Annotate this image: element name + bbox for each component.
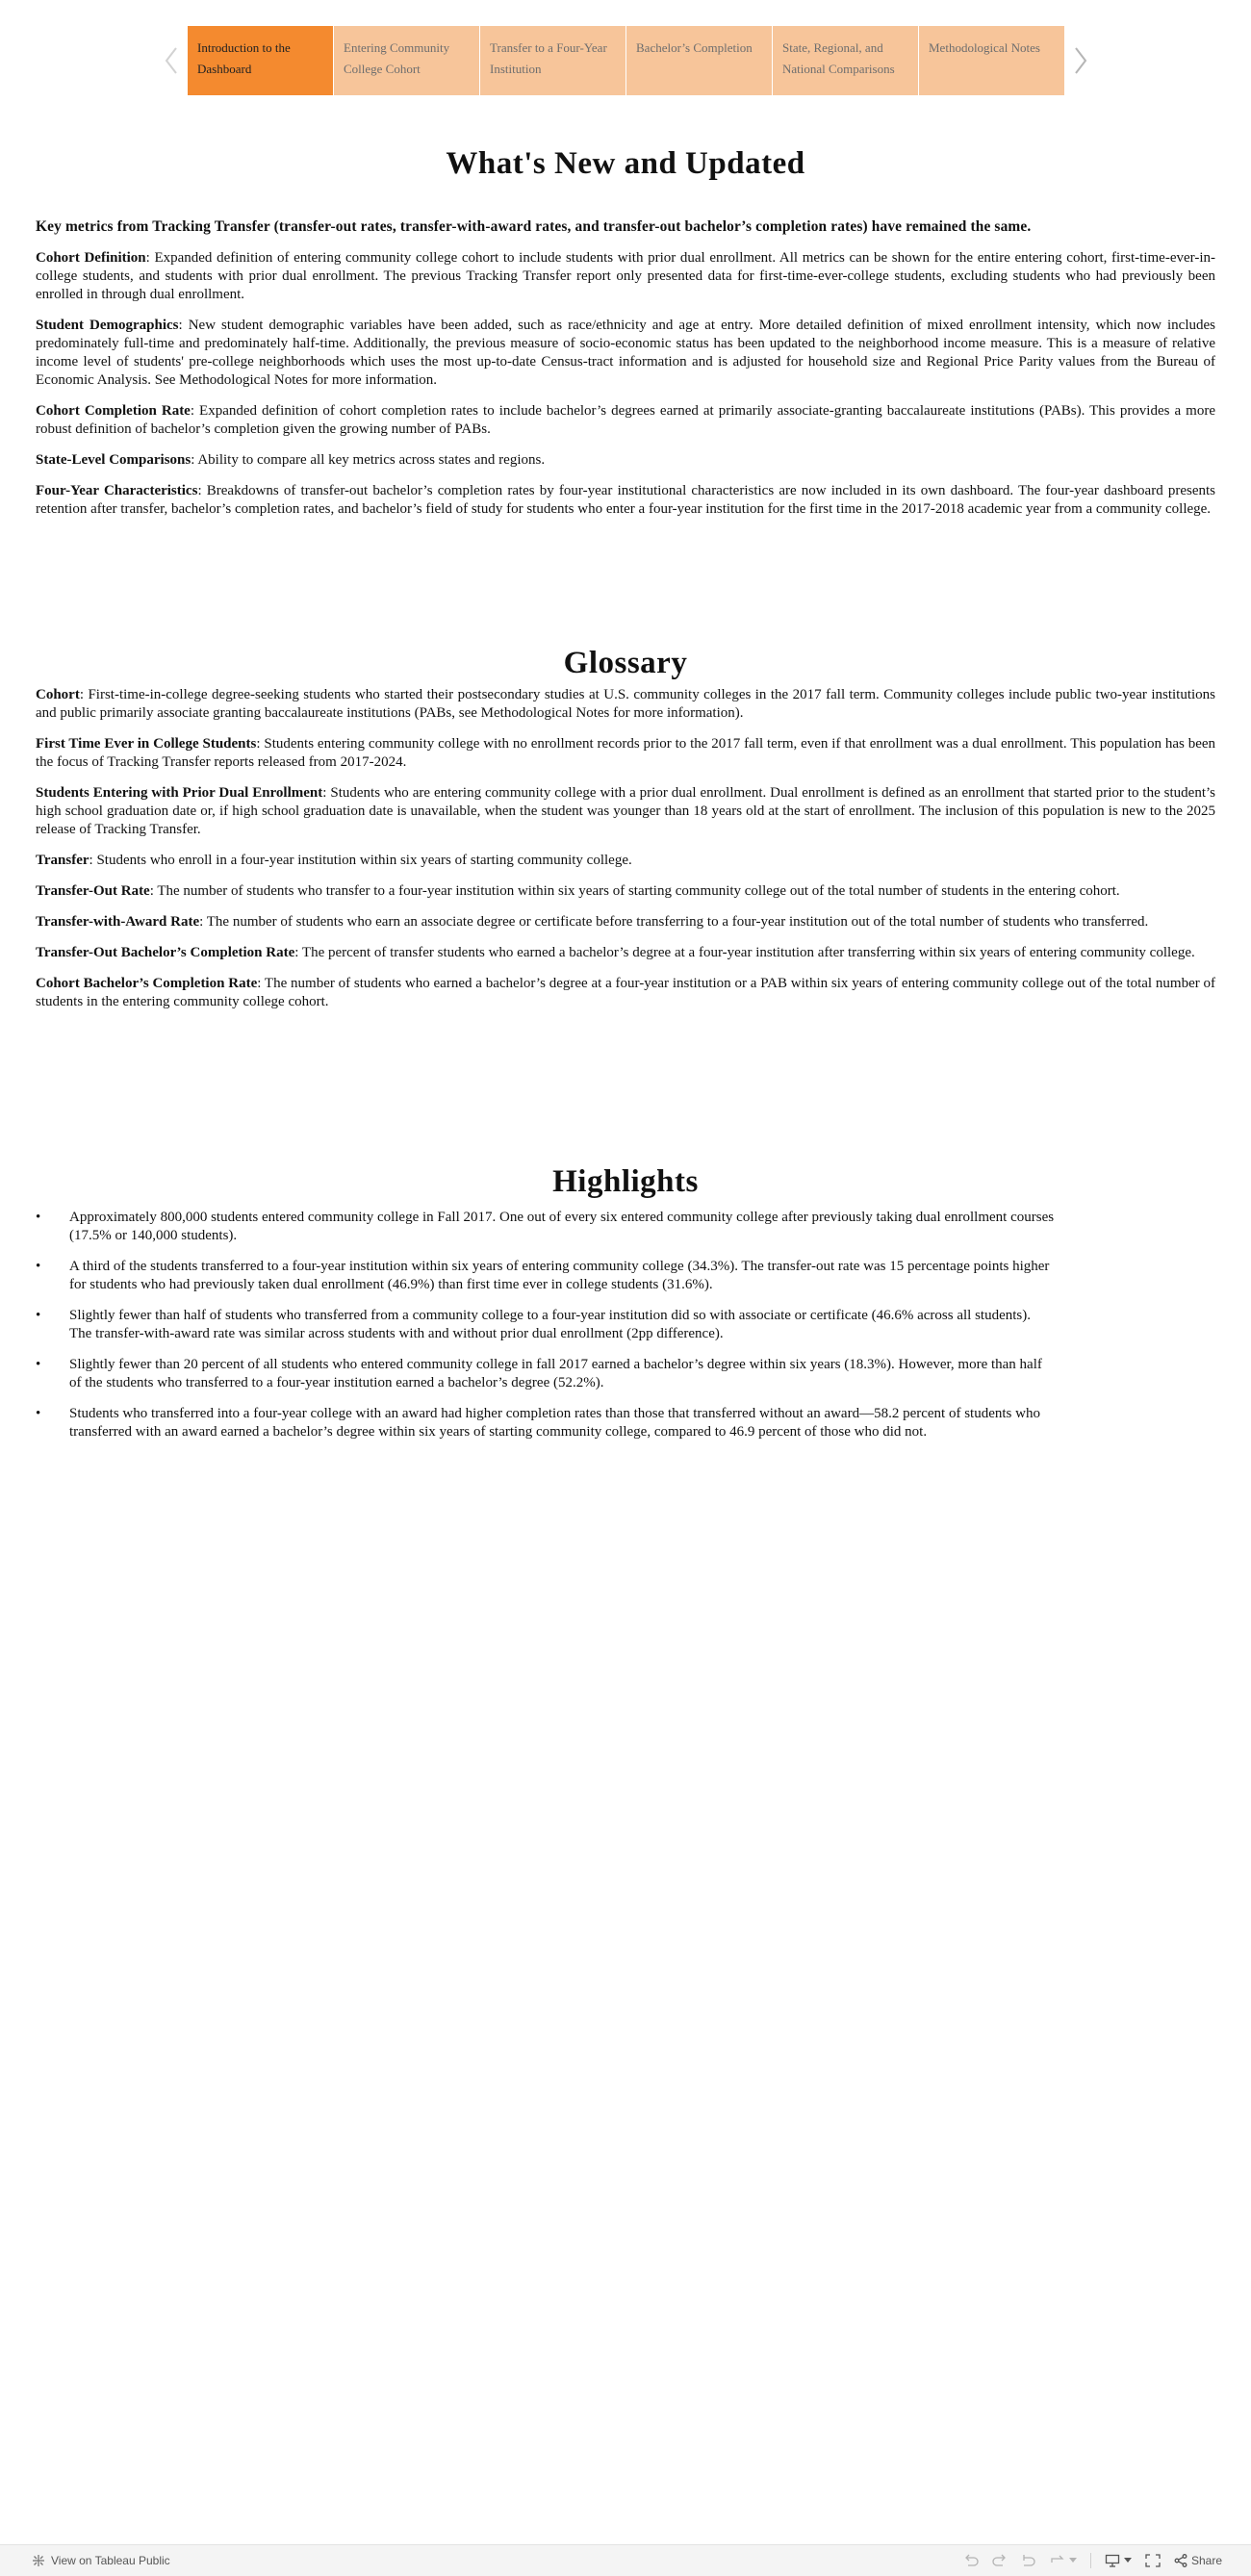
tab-methodological-notes[interactable] — [919, 26, 1064, 95]
item-term: Cohort Completion Rate — [36, 403, 191, 419]
whats-new-item — [36, 451, 1215, 470]
bullet-icon: • — [36, 1308, 41, 1323]
glossary-item — [36, 944, 1215, 962]
item-text: : New student demographic variables have been added, such as race/ethnicity and age at entry. More detailed definition of mixed enrollment intensity, which now includes predominately full-time and predominately half-time. Additionally, the previous measure of socio-economic status has been updated to the neighborhood income measure. This is a measure of relative income level of students' pre-college neighborhoods which uses the most up-to-date Census-tract information and is adjusted for household size and Regional Price Parity values from the Bureau of Economic Analysis. See Methodological Notes for more information. — [36, 318, 1215, 388]
glossary-definition: : Students who enroll in a four-year institution within six years of starting community college. — [89, 853, 632, 868]
tab-label-line1: Bachelor’s Completion — [636, 40, 753, 55]
dashboard-tab-navigation — [157, 26, 1095, 95]
tab-label-line1: State, Regional, and — [782, 40, 883, 55]
view-on-tableau-public-label: View on Tableau Public — [51, 2554, 170, 2567]
share-label: Share — [1190, 2554, 1222, 2567]
tab-list — [188, 26, 1064, 95]
chevron-left-icon — [164, 46, 179, 75]
tab-label-line2: Institution — [490, 62, 542, 76]
item-text: : Expanded definition of entering community college cohort to include students with prior dual enrollment. All metrics can be shown for the entire entering cohort, first-time-ever-in-college students, and students with prior dual enrollment. The previous Tracking Transfer report only presented data for first-time-ever-college students, excluding students who had previously been enrolled in through dual enrollment. — [36, 250, 1215, 302]
bullet-icon: • — [36, 1259, 41, 1274]
undo-icon — [963, 2554, 979, 2567]
glossary-title: Glossary — [563, 646, 688, 680]
item-term: Cohort Definition — [36, 250, 146, 266]
whats-new-item — [36, 317, 1215, 390]
glossary-item — [36, 735, 1215, 772]
item-text: : Breakdowns of transfer-out bachelor’s completion rates by four-year institutional characteristics are now included in its own dashboard. The four-year dashboard presents retention after transfer, bachelor’s completion rates, and bachelor’s field of study for students who enter a four-year institution for the first time in the 2017-2018 academic year from a community college. — [36, 483, 1216, 517]
share-icon — [1174, 2554, 1187, 2567]
highlight-line: A third of the students transferred to a four-year institution within six years of entering community college (34.3%). The transfer-out rate was 15 percentage points higher — [69, 1259, 1050, 1274]
toolbar-divider — [1090, 2553, 1091, 2568]
whats-new-item — [36, 402, 1215, 439]
glossary-definition: : Students who are entering community college with a prior dual enrollment. Dual enrollment is defined as an enrollment that started prior to the student’s high school graduation date or, if high school graduation date is unavailable, when the student was younger than 18 years old at the start of enrollment. The inclusion of this population is new to the 2025 release of Tracking Transfer. — [36, 785, 1215, 837]
fullscreen-button[interactable] — [1145, 2554, 1161, 2567]
highlight-line: Slightly fewer than half of students who transferred from a community college to a four-year institution did so with associate or certificate (46.6% across all students). — [69, 1308, 1032, 1323]
tab-introduction[interactable] — [188, 26, 333, 95]
pause-updates-button[interactable] — [1050, 2554, 1077, 2567]
tab-entering-cohort[interactable] — [334, 26, 479, 95]
whats-new-title: What's New and Updated — [446, 146, 805, 181]
highlight-line: Slightly fewer than 20 percent of all students who entered community college in fall 2017 earned a bachelor’s degree within six years (18.3%). However, more than half — [69, 1357, 1042, 1372]
tab-label-line1: Entering Community — [344, 40, 450, 55]
whats-new-section — [36, 144, 1215, 531]
glossary-definition: : The number of students who transfer to a four-year institution within six years of starting community college out of the total number of students in the entering cohort. — [149, 883, 1120, 899]
tab-label-line1: Methodological Notes — [929, 40, 1040, 55]
glossary-term: Transfer — [36, 853, 89, 868]
undo-button[interactable] — [963, 2554, 979, 2567]
chevron-down-icon — [1069, 2558, 1077, 2563]
glossary-definition: : First-time-in-college degree-seeking students who started their postsecondary studies at U.S. community colleges in the 2017 fall term. Community colleges include public two-year institutions and public primarily associate granting baccalaureate institutions (PABs, see Methodological Notes for more information). — [36, 687, 1215, 721]
highlights-list — [36, 1209, 1215, 1441]
highlight-line: of the students who transferred to a four-year institution earned a bachelor’s degree (52.2%). — [69, 1375, 604, 1390]
tab-comparisons[interactable] — [773, 26, 918, 95]
presentation-icon — [1105, 2554, 1120, 2567]
item-term: Student Demographics — [36, 318, 179, 333]
glossary-definition: : The percent of transfer students who earned a bachelor’s degree at a four-year institution after transferring within six years of entering community college. — [294, 945, 1195, 960]
highlight-item — [36, 1405, 1215, 1441]
glossary-item — [36, 686, 1215, 723]
glossary-term: Transfer-Out Bachelor’s Completion Rate — [36, 945, 295, 960]
tab-bachelors-completion[interactable] — [626, 26, 772, 95]
glossary-term: Cohort — [36, 687, 80, 702]
glossary-item — [36, 975, 1215, 1011]
glossary-term: Cohort Bachelor’s Completion Rate — [36, 976, 258, 991]
tabs-next-button[interactable] — [1066, 26, 1095, 95]
highlight-line: Approximately 800,000 students entered community college in Fall 2017. One out of every six entered community college after previously taking dual enrollment courses — [69, 1210, 1055, 1225]
device-preview-button[interactable] — [1105, 2554, 1132, 2567]
chevron-right-icon — [1073, 46, 1088, 75]
highlight-line: for students who had previously taken dual enrollment (46.9%) than first time ever in college students (31.6%). — [69, 1277, 713, 1292]
bullet-icon: • — [36, 1357, 41, 1372]
highlight-line: Students who transferred into a four-year college with an award had higher completion rates than those that transferred without an award—58.2 percent of students who — [69, 1406, 1040, 1421]
share-button[interactable] — [1174, 2554, 1222, 2567]
redo-icon — [992, 2554, 1008, 2567]
refresh-icon — [1050, 2554, 1065, 2567]
glossary-term: Transfer-with-Award Rate — [36, 914, 200, 930]
glossary-item — [36, 784, 1215, 839]
tab-label-line1: Transfer to a Four-Year — [490, 40, 607, 55]
tableau-toolbar — [0, 2544, 1251, 2576]
glossary-term: Transfer-Out Rate — [36, 883, 150, 899]
tab-label-line1: Introduction to the — [197, 40, 291, 55]
item-text: : Ability to compare all key metrics across states and regions. — [191, 452, 546, 468]
tab-transfer-four-year[interactable] — [480, 26, 626, 95]
key-metrics-statement: Key metrics from Tracking Transfer (transfer-out rates, transfer-with-award rates, and transfer-out bachelor’s completion rates) have remained the same. — [36, 218, 1032, 235]
item-term: State-Level Comparisons — [36, 452, 191, 468]
view-on-tableau-public-link[interactable] — [32, 2545, 170, 2576]
highlights-section — [36, 1162, 1215, 1454]
glossary-item — [36, 852, 1215, 870]
glossary-item — [36, 882, 1215, 901]
tableau-logo-icon — [32, 2554, 45, 2567]
highlight-item — [36, 1258, 1215, 1294]
tabs-previous-button[interactable] — [157, 26, 186, 95]
bullet-icon: • — [36, 1210, 41, 1225]
highlight-item — [36, 1307, 1215, 1343]
highlight-item — [36, 1356, 1215, 1392]
highlight-line: (17.5% or 140,000 students). — [69, 1228, 238, 1243]
tab-label-line2: Dashboard — [197, 62, 252, 76]
item-text: : Expanded definition of cohort completion rates to include bachelor’s degrees earned at primarily associate-granting baccalaureate institutions (PABs). This provides a more robust definition of bachelor’s completion given the growing number of PABs. — [36, 403, 1215, 437]
highlight-line: The transfer-with-award rate was similar across students with and without prior dual enrollment (2pp difference). — [69, 1326, 724, 1341]
glossary-section — [36, 644, 1215, 1024]
revert-button[interactable] — [1021, 2554, 1036, 2567]
fullscreen-icon — [1145, 2554, 1161, 2567]
revert-icon — [1021, 2554, 1036, 2567]
tab-label-line2: College Cohort — [344, 62, 421, 76]
highlight-item — [36, 1209, 1215, 1245]
toolbar-actions — [963, 2545, 1222, 2576]
highlights-title: Highlights — [552, 1164, 699, 1199]
chevron-down-icon — [1124, 2558, 1132, 2563]
redo-button[interactable] — [992, 2554, 1008, 2567]
highlight-line: transferred with an award earned a bachelor’s degree within six years of starting community college, compared to 46.9 percent of those who did not. — [69, 1424, 928, 1440]
whats-new-item — [36, 249, 1215, 304]
glossary-definition: : The number of students who earned a bachelor’s degree at a four-year institution or a PAB within six years of entering community college out of the total number of students in the entering community college cohort. — [36, 976, 1216, 1009]
glossary-definition: : Students entering community college with no enrollment records prior to the 2017 fall term, even if that enrollment was a dual enrollment. This population has been the focus of Tracking Transfer reports released from 2017-2024. — [36, 736, 1216, 770]
glossary-item — [36, 913, 1215, 931]
glossary-term: Students Entering with Prior Dual Enrollment — [36, 785, 323, 801]
whats-new-item — [36, 482, 1215, 519]
tab-label-line2: National Comparisons — [782, 62, 895, 76]
glossary-term: First Time Ever in College Students — [36, 736, 257, 752]
bullet-icon: • — [36, 1406, 41, 1421]
item-term: Four-Year Characteristics — [36, 483, 198, 498]
glossary-definition: : The number of students who earn an associate degree or certificate before transferring to a four-year institution out of the total number of students who transferred. — [199, 914, 1149, 930]
